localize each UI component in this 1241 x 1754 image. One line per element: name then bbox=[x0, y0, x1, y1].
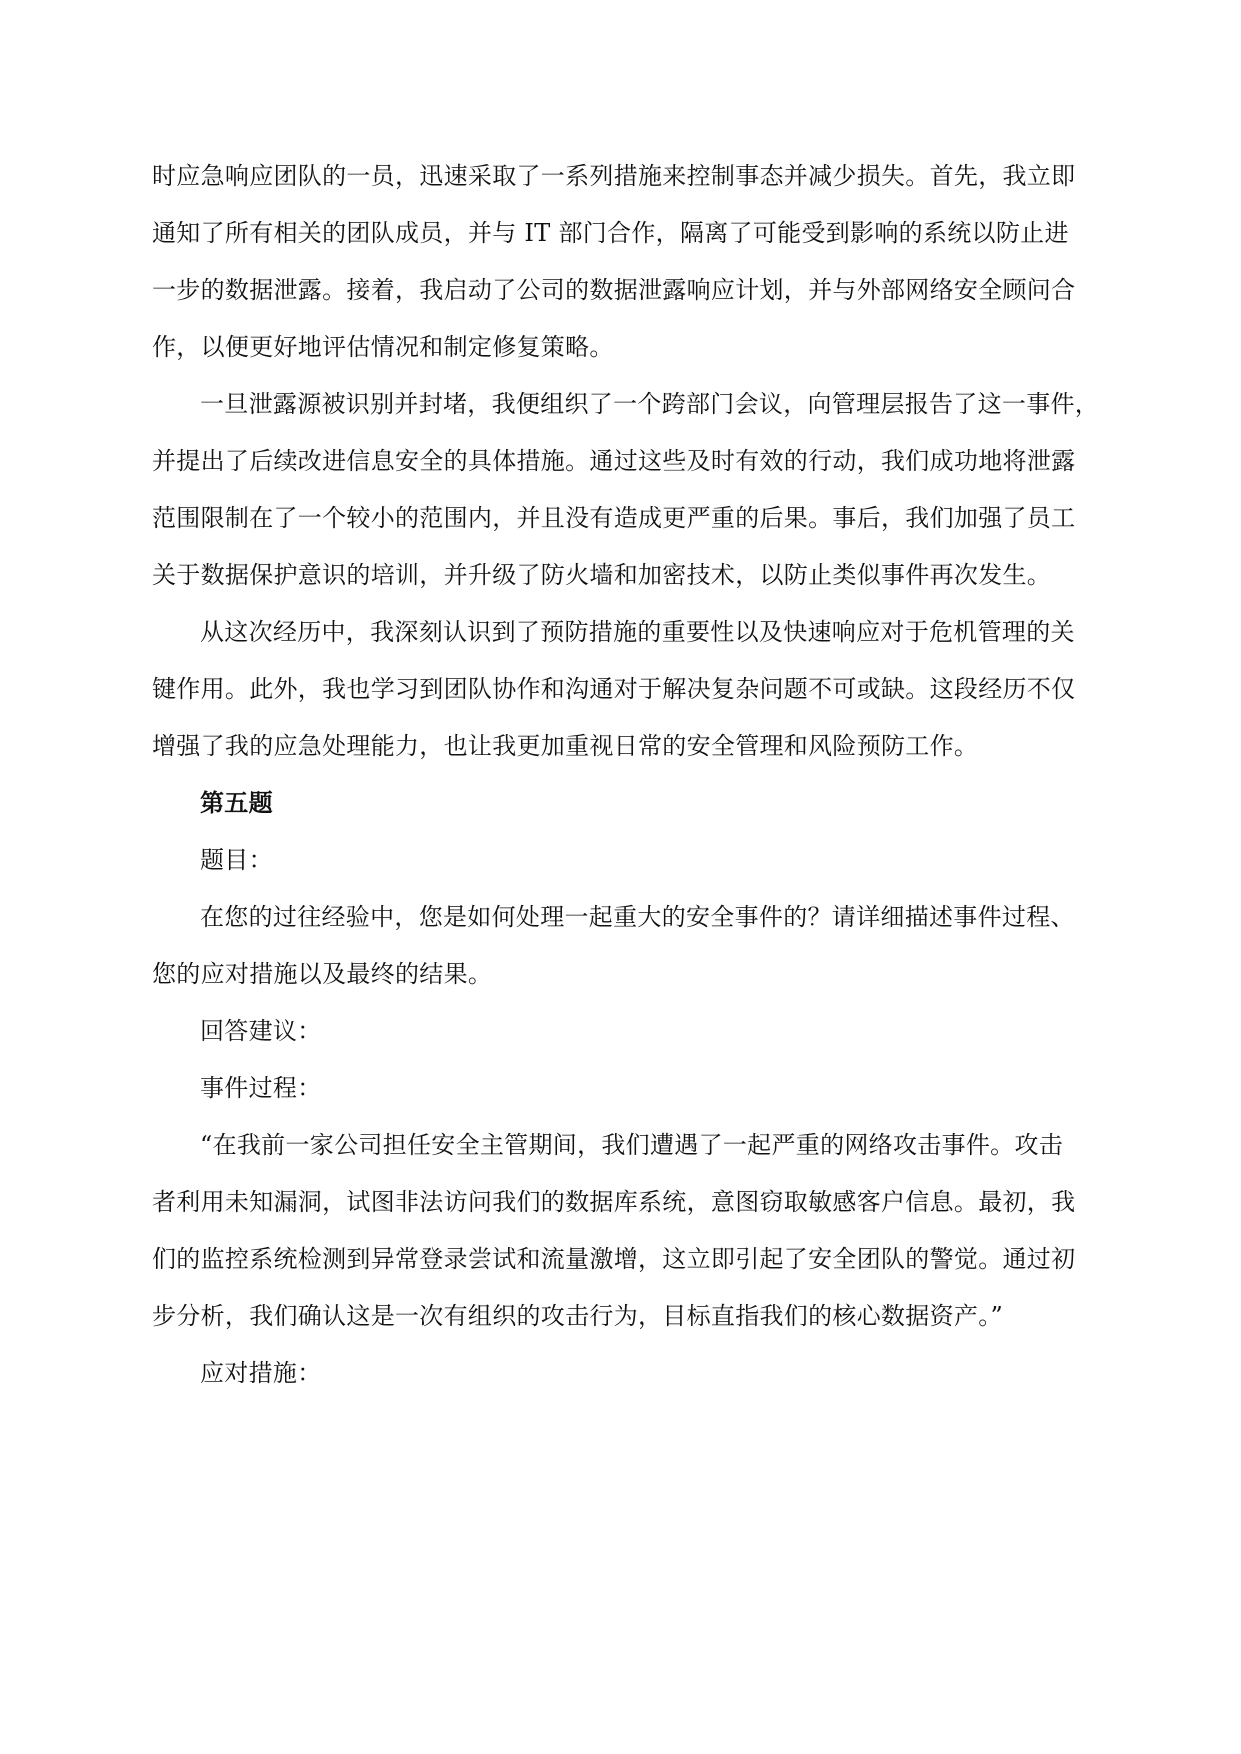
text-line: 们的监控系统检测到异常登录尝试和流量激增，这立即引起了安全团队的警觉。通过初 bbox=[152, 1245, 1076, 1273]
text-line: “在我前一家公司担任安全主管期间，我们遭遇了一起严重的网络攻击事件。攻击 bbox=[200, 1131, 1064, 1159]
text-line: 您的应对措施以及最终的结果。 bbox=[152, 960, 493, 988]
event-description bbox=[152, 1117, 1092, 1345]
text-line: 在您的过往经验中，您是如何处理一起重大的安全事件的？请详细描述事件过程、 bbox=[200, 903, 1075, 931]
text-line: 范围限制在了一个较小的范围内，并且没有造成更严重的后果。事后，我们加强了员工 bbox=[152, 504, 1076, 532]
text-line: 一旦泄露源被识别并封堵，我便组织了一个跨部门会议，向管理层报告了这一事件， bbox=[200, 390, 1100, 418]
paragraph-lessons bbox=[152, 604, 1092, 775]
text-line: 从这次经历中，我深刻认识到了预防措施的重要性以及快速响应对于危机管理的关 bbox=[200, 618, 1075, 646]
paragraph-followup bbox=[152, 376, 1100, 604]
text-line: 并提出了后续改进信息安全的具体措施。通过这些及时有效的行动，我们成功地将泄露 bbox=[152, 447, 1076, 475]
text-line: 者利用未知漏洞，试图非法访问我们的数据库系统，意图窃取敏感客户信息。最初，我 bbox=[152, 1188, 1076, 1216]
document-body bbox=[152, 148, 1100, 1402]
text-line: 作，以便更好地评估情况和制定修复策略。 bbox=[152, 333, 614, 361]
answer-label: 回答建议： bbox=[200, 1017, 322, 1045]
text-line: 键作用。此外，我也学习到团队协作和沟通对于解决复杂问题不可或缺。这段经历不仅 bbox=[152, 675, 1076, 703]
paragraph-emergency-response bbox=[152, 148, 1092, 376]
text-line: 一步的数据泄露。接着，我启动了公司的数据泄露响应计划，并与外部网络安全顾问合 bbox=[152, 276, 1076, 304]
question-label: 题目： bbox=[200, 846, 273, 874]
text-line: 通知了所有相关的团队成员，并与 IT 部门合作，隔离了可能受到影响的系统以防止进 bbox=[152, 219, 1069, 247]
text-line: 增强了我的应急处理能力，也让我更加重视日常的安全管理和风险预防工作。 bbox=[152, 732, 979, 760]
text-line: 关于数据保护意识的培训，并升级了防火墙和加密技术，以防止类似事件再次发生。 bbox=[152, 561, 1052, 589]
text-line: 时应急响应团队的一员，迅速采取了一系列措施来控制事态并减少损失。首先，我立即 bbox=[152, 162, 1076, 190]
event-label: 事件过程： bbox=[200, 1074, 322, 1102]
response-label: 应对措施： bbox=[200, 1359, 322, 1387]
question-text bbox=[152, 889, 1092, 1003]
text-line: 步分析，我们确认这是一次有组织的攻击行为，目标直指我们的核心数据资产。” bbox=[152, 1302, 1004, 1330]
section-heading: 第五题 bbox=[200, 789, 273, 817]
